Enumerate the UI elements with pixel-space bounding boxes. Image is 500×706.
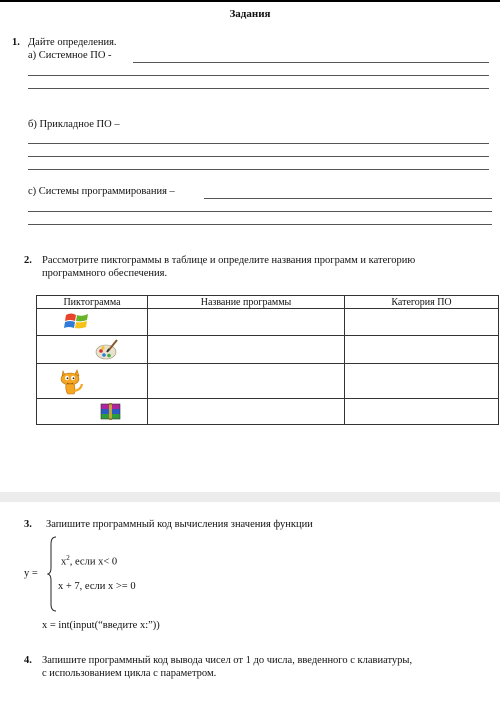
program-name-cell[interactable] bbox=[148, 399, 345, 425]
q1-a-answer-line[interactable] bbox=[28, 75, 489, 76]
q4-text-line1: Запишите программный код вывода чисел от 1 до числа, введенного с клавиатуры, bbox=[42, 655, 413, 666]
q1-c-answer-line[interactable] bbox=[28, 224, 492, 225]
q2-text-line1: Рассмотрите пиктограммы в таблице и определите названия программ и категорию bbox=[42, 255, 416, 266]
q3-case2: x + 7, если x >= 0 bbox=[58, 581, 136, 592]
scratch-cat-icon bbox=[57, 366, 87, 396]
top-border bbox=[0, 0, 500, 2]
category-cell[interactable] bbox=[345, 364, 499, 399]
q2-number: 2. bbox=[24, 255, 32, 266]
winrar-books-icon bbox=[99, 402, 123, 422]
q4-text-line2: с использованием цикла с параметром. bbox=[42, 668, 217, 679]
table-header-cell: Пиктограмма bbox=[37, 296, 148, 309]
q1-number: 1. bbox=[12, 37, 20, 48]
q1-b-answer-line[interactable] bbox=[28, 143, 489, 144]
q1-b-answer-line[interactable] bbox=[28, 169, 489, 170]
q4-number: 4. bbox=[24, 655, 32, 666]
program-name-cell[interactable] bbox=[148, 364, 345, 399]
table-header-cell: Категория ПО bbox=[345, 296, 499, 309]
page-title: Задания bbox=[229, 8, 271, 20]
worksheet-page-2 bbox=[0, 502, 500, 706]
category-cell[interactable] bbox=[345, 309, 499, 336]
curly-brace-icon bbox=[47, 536, 57, 612]
q1-a-label: а) Системное ПО - bbox=[28, 50, 112, 61]
icon-cell bbox=[37, 364, 148, 399]
table-row bbox=[37, 336, 499, 364]
icon-cell bbox=[37, 399, 148, 425]
windows-logo-icon bbox=[64, 311, 90, 333]
q1-a-answer-line[interactable] bbox=[133, 62, 489, 63]
category-cell[interactable] bbox=[345, 399, 499, 425]
q3-case1-condition: , если x< 0 bbox=[69, 556, 118, 568]
table-row bbox=[37, 364, 499, 399]
q3-number: 3. bbox=[24, 519, 32, 530]
table-header-cell: Название программы bbox=[148, 296, 345, 309]
icon-cell bbox=[37, 336, 148, 364]
q1-b-answer-line[interactable] bbox=[28, 156, 489, 157]
q3-case1-base: x bbox=[61, 556, 67, 568]
q3-case1-exponent: 2 bbox=[66, 554, 70, 562]
table-row bbox=[37, 309, 499, 336]
q3-code-line: x = int(input(“введите x:”)) bbox=[42, 620, 160, 631]
table-row bbox=[37, 399, 499, 425]
q1-b-label: б) Прикладное ПО – bbox=[28, 119, 120, 130]
category-cell[interactable] bbox=[345, 336, 499, 364]
q1-a-answer-line[interactable] bbox=[28, 88, 489, 89]
q2-text-line2: программного обеспечения. bbox=[42, 268, 168, 279]
q3-prompt: Запишите программный код вычисления значения функции bbox=[46, 519, 313, 530]
paint-palette-icon bbox=[95, 339, 119, 361]
icon-cell bbox=[37, 309, 148, 336]
page-gap bbox=[0, 492, 500, 502]
q1-c-label: с) Системы программирования – bbox=[28, 186, 175, 197]
q3-y-label: y = bbox=[24, 568, 38, 579]
q3-case1 bbox=[61, 554, 117, 568]
q1-prompt: Дайте определения. bbox=[28, 37, 117, 48]
table-header-row bbox=[37, 296, 499, 309]
q1-c-answer-line[interactable] bbox=[204, 198, 492, 199]
q1-c-answer-line[interactable] bbox=[28, 211, 492, 212]
icons-table bbox=[36, 295, 499, 425]
program-name-cell[interactable] bbox=[148, 336, 345, 364]
program-name-cell[interactable] bbox=[148, 309, 345, 336]
